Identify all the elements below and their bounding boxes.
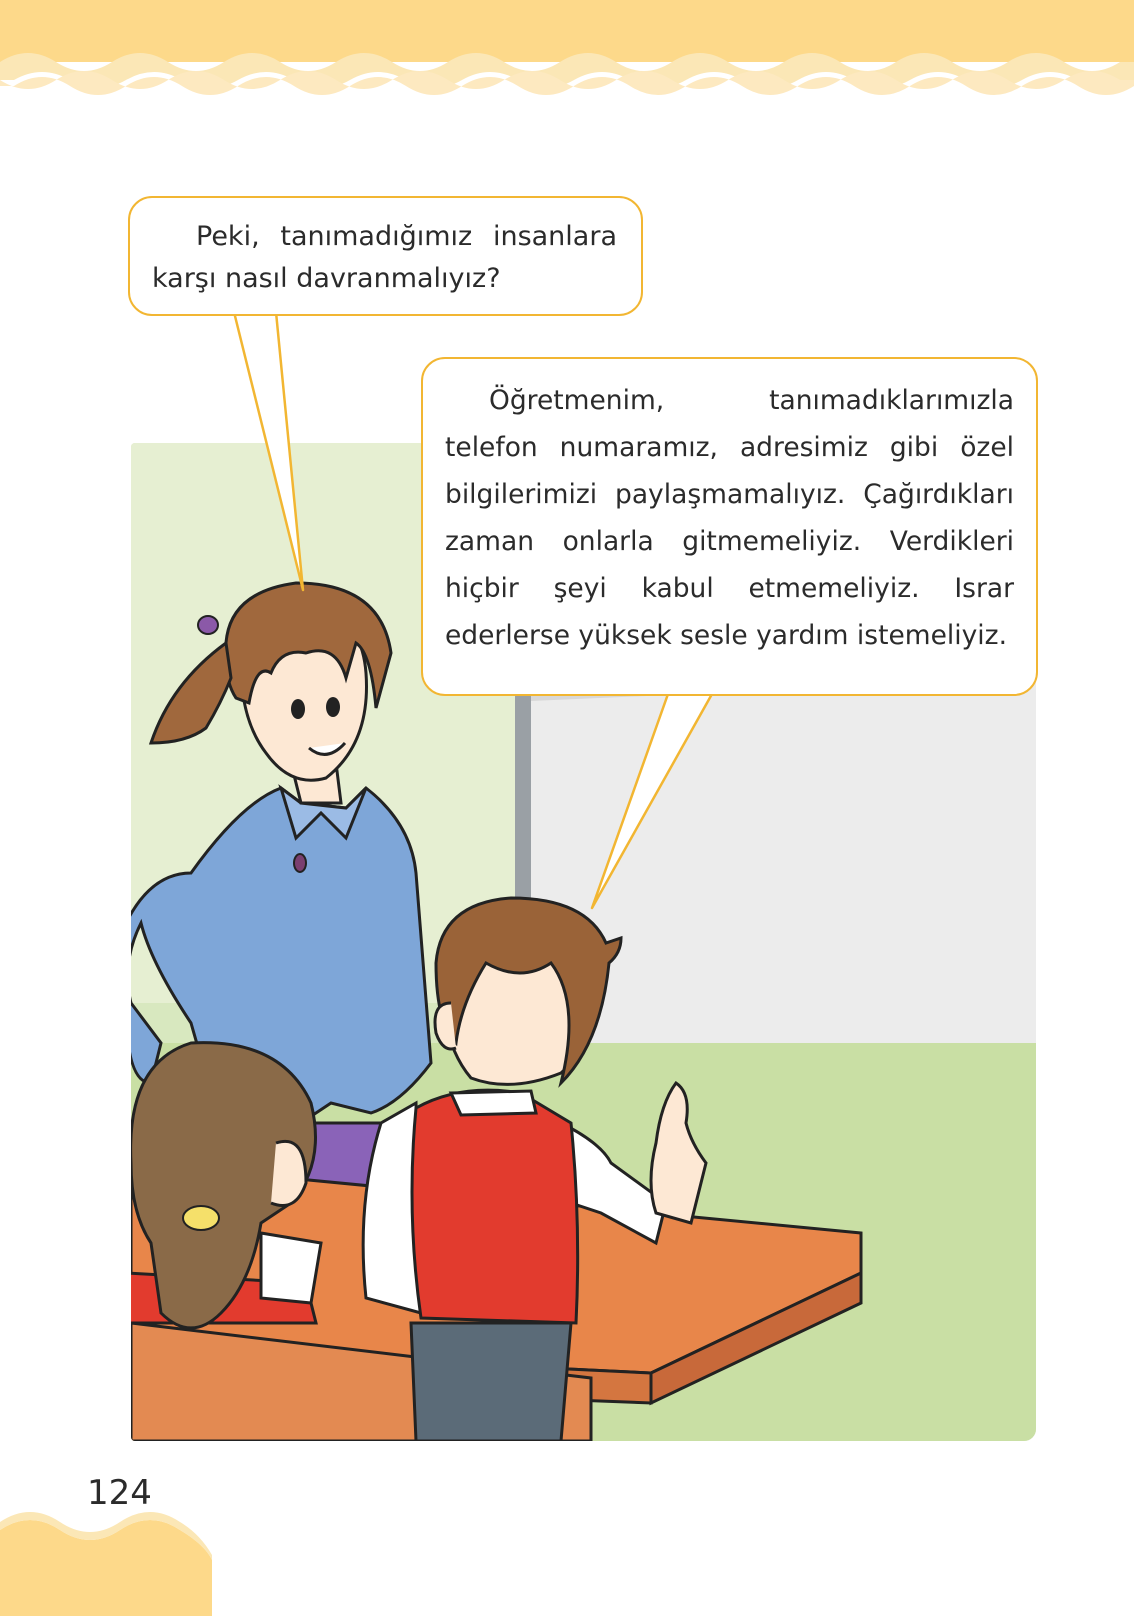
student-answer-text: Öğretmenim, tanımadıklarımızla telefon numaramız, adresimiz gibi özel bilgilerimizi paylaşmamalıyız. Çağırdıkları zaman onlarla gitmemeliyiz. Verdikleri hiçbir şeyi kabul etmemeliyiz. Israr ederlerse yüksek sesle yardım istemeliyiz. [445,385,1014,651]
student-speech-bubble [421,357,1038,696]
page-number: 124 [87,1473,152,1513]
teacher-speech-bubble [128,196,643,316]
top-wavy-band [0,0,1134,120]
teacher-question-text: Peki, tanımadığımız insanlara karşı nasıl davranmalıyız? [152,221,617,294]
bottom-page-tab [0,1500,220,1616]
girl-student-figure [131,1043,321,1328]
